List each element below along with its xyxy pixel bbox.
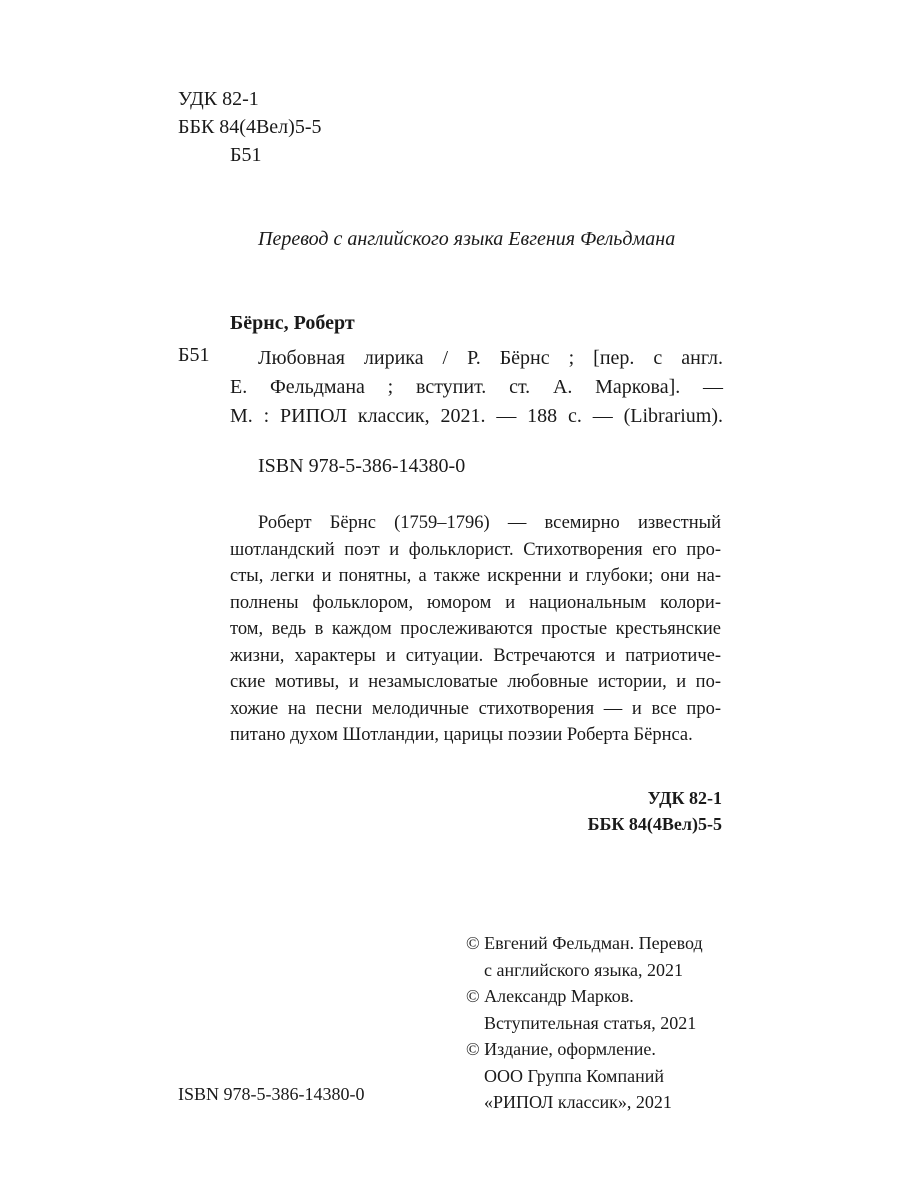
udk-code: УДК 82-1	[178, 88, 259, 110]
catalog-author-mark: Б51	[178, 344, 210, 366]
copyright-line: с английского языка, 2021	[484, 959, 684, 980]
biblio-line: Любовная лирика / Р. Бёрнс ; [пер. с англ.	[258, 347, 723, 369]
annotation-line: жизни, характеры и ситуации. Встречаются и патриотиче-	[230, 645, 721, 666]
annotation-line: хожие на песни мелодичные стихотворения — и все про-	[230, 698, 721, 719]
copyright-line: ООО Группа Компаний	[484, 1065, 664, 1086]
biblio-line: М. : РИПОЛ классик, 2021. — 188 с. — (Librarium).	[230, 405, 723, 427]
annotation-line: полнены фольклором, юмором и национальным колори-	[230, 592, 721, 613]
translator-note: Перевод с английского языка Евгения Фельдмана	[258, 228, 676, 250]
copyright-line: «РИПОЛ классик», 2021	[484, 1092, 672, 1112]
udk-code-right: УДК 82-1	[647, 788, 722, 808]
copyright-line: © Издание, оформление.	[466, 1039, 656, 1059]
copyright-line: Вступительная статья, 2021	[484, 1012, 697, 1033]
copyright-block	[466, 930, 703, 1116]
annotation-line: Роберт Бёрнс (1759–1796) — всемирно известный	[258, 513, 721, 533]
annotation-line: шотландский поэт и фольклорист. Стихотворения его про-	[230, 539, 721, 560]
bbk-code: ББК 84(4Вел)5-5	[178, 116, 322, 138]
annotation-line: ские мотивы, и незамысловатые любовные истории, и по-	[230, 672, 721, 692]
annotation	[230, 510, 721, 749]
copyright-line: © Евгений Фельдман. Перевод	[466, 933, 703, 953]
author-mark: Б51	[230, 144, 262, 166]
bibliographic-description	[230, 344, 723, 431]
annotation-line: питано духом Шотландии, царицы поэзии Роберта Бёрнса.	[230, 725, 693, 745]
copyright-line: © Александр Марков.	[466, 986, 634, 1006]
annotation-line: том, ведь в каждом прослеживаются простые крестьянские	[230, 619, 721, 639]
isbn-bottom: ISBN 978-5-386-14380-0	[178, 1084, 365, 1104]
annotation-line: сты, легки и понятны, а также искренни и глубоки; они на-	[230, 566, 721, 586]
catalog-isbn: ISBN 978-5-386-14380-0	[258, 455, 466, 477]
bbk-code-right: ББК 84(4Вел)5-5	[587, 814, 722, 834]
biblio-line: Е. Фельдмана ; вступит. ст. А. Маркова]. —	[230, 376, 723, 398]
author-heading: Бёрнс, Роберт	[230, 312, 355, 334]
